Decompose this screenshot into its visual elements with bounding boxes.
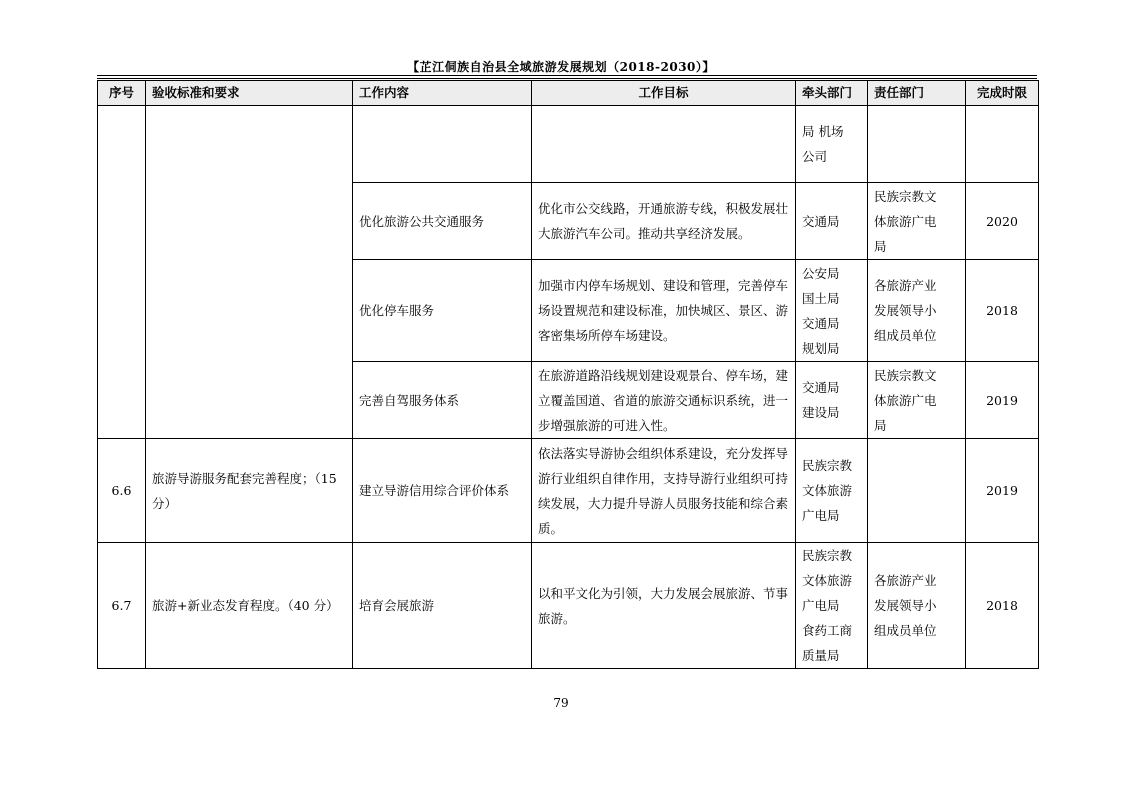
- deadline-cell: [966, 106, 1039, 183]
- lead-dept-cell: [796, 260, 868, 362]
- deadline-cell: 2019: [966, 439, 1039, 543]
- col-header-lead: 牵头部门: [796, 81, 868, 106]
- lead-dept-line: 民族宗教: [802, 458, 853, 473]
- resp-dept-line: 各旅游产业: [874, 573, 937, 588]
- resp-dept-line: 体旅游广电: [874, 392, 937, 408]
- table-row: [98, 106, 1039, 183]
- resp-dept-cell: [868, 543, 966, 669]
- seq-cell: 6.6: [98, 439, 146, 543]
- table-row: [98, 543, 1039, 669]
- col-header-seq: 序号: [98, 81, 146, 106]
- goal-cell: [532, 106, 796, 183]
- resp-dept-line: 局: [874, 238, 887, 254]
- goal-cell: 在旅游道路沿线规划建设观景台、停车场，建立覆盖国道、省道的旅游交通标识系统，进一步增强旅游的可进入性。: [532, 362, 796, 439]
- lead-dept-line: 质量局: [802, 648, 840, 663]
- col-header-content: 工作内容: [353, 81, 532, 106]
- goal-cell: 以和平文化为引领，大力发展会展旅游、节事旅游。: [532, 543, 796, 669]
- deadline-cell: 2018: [966, 260, 1039, 362]
- resp-dept-line: 组成员单位: [874, 328, 937, 343]
- page-number: 79: [553, 696, 569, 710]
- resp-dept-line: 各旅游产业: [874, 278, 937, 293]
- lead-dept-cell: [796, 362, 868, 439]
- goal-cell: 加强市内停车场规划、建设和管理，完善停车场设置规范和建设标准，加快城区、景区、游客密集场所停车场建设。: [532, 260, 796, 362]
- resp-dept-cell: [868, 439, 966, 543]
- seq-cell: 6.7: [98, 543, 146, 669]
- lead-dept-line: 广电局: [802, 598, 840, 613]
- resp-dept-line: 体旅游广电: [874, 213, 937, 229]
- col-header-resp: 责任部门: [868, 81, 966, 106]
- resp-dept-line: 局: [874, 417, 887, 433]
- goal-cell: 优化市公交线路，开通旅游专线，积极发展壮大旅游汽车公司。推动共享经济发展。: [532, 183, 796, 260]
- lead-dept-cell: [796, 106, 868, 183]
- lead-dept-line: 文体旅游: [802, 483, 853, 498]
- lead-dept-line: 民族宗教: [802, 548, 853, 563]
- lead-dept-line: 交通局: [802, 380, 840, 395]
- resp-dept-cell: [868, 106, 966, 183]
- lead-dept-line: 规划局: [802, 340, 840, 356]
- lead-dept-line: 广电局: [802, 508, 840, 523]
- lead-dept-cell: [796, 439, 868, 543]
- resp-dept-line: 发展领导小: [874, 598, 937, 613]
- lead-dept-line: 文体旅游: [802, 573, 853, 588]
- lead-dept-line: 交通局: [802, 315, 840, 331]
- lead-dept-line: 公安局: [802, 265, 840, 281]
- document-header-title: 【芷江侗族自治县全域旅游发展规划（2018-2030）】: [407, 60, 715, 74]
- resp-dept-line: 组成员单位: [874, 623, 937, 638]
- resp-dept-cell: [868, 362, 966, 439]
- content-cell: 培育会展旅游: [353, 543, 532, 669]
- standard-cell: [146, 106, 353, 439]
- lead-dept-line: 交通局: [802, 213, 840, 229]
- seq-cell: [98, 106, 146, 439]
- lead-dept-line: 建设局: [802, 405, 840, 420]
- resp-dept-line: 民族宗教文: [874, 367, 937, 383]
- header-rule: [97, 75, 1037, 76]
- content-cell: 优化旅游公共交通服务: [353, 183, 532, 260]
- goal-cell: 依法落实导游协会组织体系建设，充分发挥导游行业组织自律作用，支持导游行业组织可持续发展，大力提升导游人员服务技能和综合素质。: [532, 439, 796, 543]
- work-plan-table: [97, 80, 1039, 669]
- header-rule: [97, 78, 1037, 79]
- col-header-standard: 验收标准和要求: [146, 81, 353, 106]
- deadline-cell: 2019: [966, 362, 1039, 439]
- lead-dept-line: 食药工商: [802, 623, 853, 638]
- content-cell: 优化停车服务: [353, 260, 532, 362]
- lead-dept-line: 公司: [802, 149, 828, 164]
- standard-cell: 旅游导游服务配套完善程度；（15 分）: [146, 439, 353, 543]
- deadline-cell: 2018: [966, 543, 1039, 669]
- table-header-row: [98, 81, 1039, 106]
- col-header-goal: 工作目标: [532, 81, 796, 106]
- lead-dept-line: 局 机场: [802, 124, 844, 139]
- content-cell: 完善自驾服务体系: [353, 362, 532, 439]
- standard-cell: 旅游+新业态发育程度。（40 分）: [146, 543, 353, 669]
- table-row: [98, 439, 1039, 543]
- content-cell: [353, 106, 532, 183]
- lead-dept-cell: [796, 183, 868, 260]
- deadline-cell: 2020: [966, 183, 1039, 260]
- resp-dept-line: 民族宗教文: [874, 188, 937, 204]
- resp-dept-cell: [868, 183, 966, 260]
- lead-dept-cell: [796, 543, 868, 669]
- resp-dept-cell: [868, 260, 966, 362]
- resp-dept-line: 发展领导小: [874, 303, 937, 318]
- content-cell: 建立导游信用综合评价体系: [353, 439, 532, 543]
- lead-dept-line: 国土局: [802, 290, 840, 306]
- col-header-deadline: 完成时限: [966, 81, 1039, 106]
